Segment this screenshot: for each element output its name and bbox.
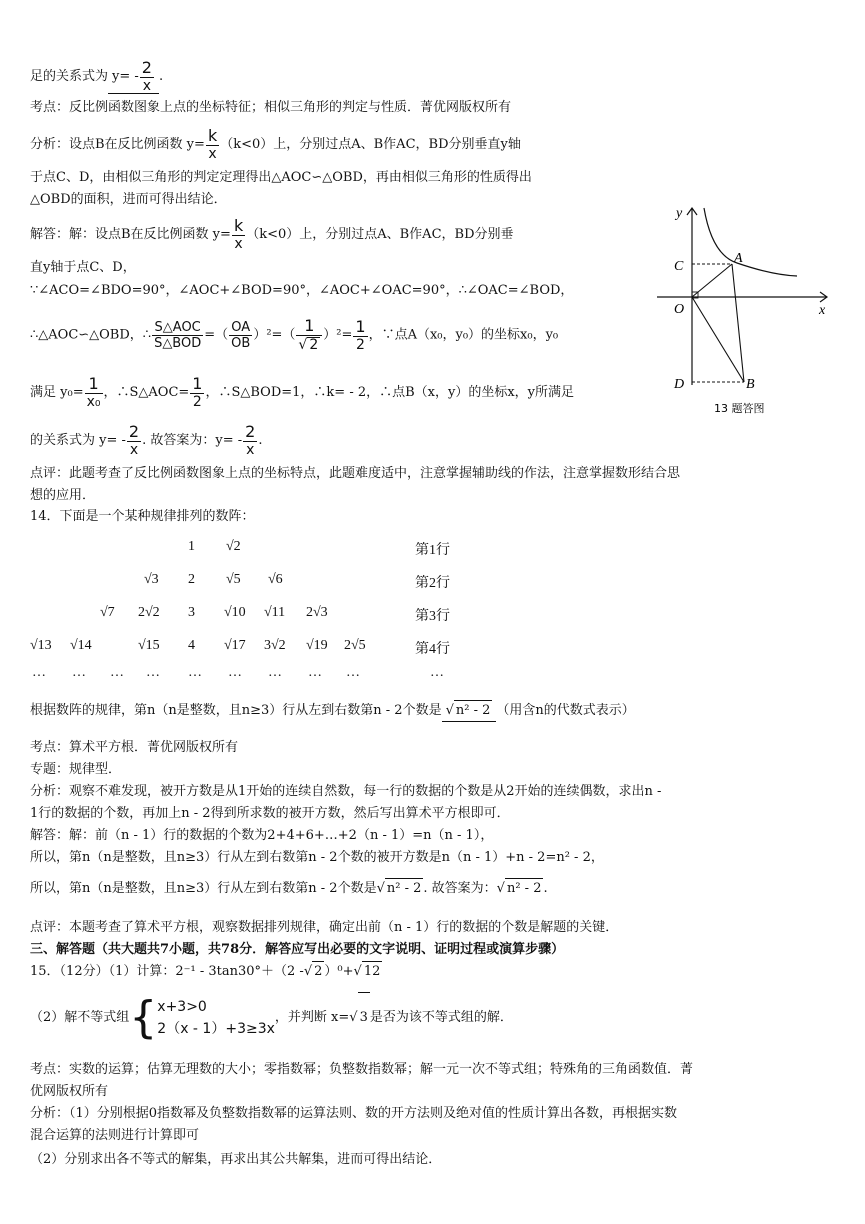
sqrt: √ 2 <box>298 337 319 353</box>
q13-dianping-2: 想的应用． <box>30 488 96 503</box>
label-o: O <box>674 302 685 317</box>
text: . <box>258 433 263 448</box>
text: 满足 y₀= <box>30 385 84 400</box>
matrix-dots: … <box>308 665 322 680</box>
label-d: D <box>674 377 685 392</box>
text: （2）解不等式组 <box>30 1010 130 1025</box>
figure-caption: 13 题答图 <box>714 402 765 415</box>
answer-blank <box>442 700 497 722</box>
fraction-1-2 <box>190 376 204 409</box>
fraction-k-x <box>206 128 219 161</box>
q13-jieda-2: 直y轴于点C、D， <box>30 260 136 275</box>
matrix-cell: √13 <box>30 638 52 653</box>
q13-dianping-1: 点评：此题考查了反比例函数图象上点的坐标特点，此题难度适中，注意掌握辅助线的作法，注意掌握数形结合思 <box>30 466 681 481</box>
radicand: n² - 2 <box>454 700 493 721</box>
matrix-cell: √17 <box>224 638 246 653</box>
text: . 故答案为： <box>423 881 497 896</box>
label-x: x <box>819 303 826 318</box>
radicand: 2 <box>312 961 324 982</box>
text: ）²= <box>323 327 353 343</box>
hyperbola-diagram <box>652 200 837 420</box>
matrix-cell: 2√5 <box>344 638 366 653</box>
sqrt: √ 12 <box>354 961 383 982</box>
matrix-dots: … <box>72 665 86 680</box>
q14-kaodian: 考点：算术平方根．菁优网版权所有 <box>30 740 239 755</box>
numerator: 1 <box>355 316 366 336</box>
text: 的关系式为 y= - <box>30 433 126 448</box>
q14-jieda-2: 所以，第n（n是整数，且n≥3）行从左到右数第n - 2个数的被开方数是n（n - 1）+n - 2=n² - 2， <box>30 850 604 865</box>
text: ）⁰+ <box>324 964 354 979</box>
matrix-dots: … <box>268 665 282 680</box>
q13-jieda-5 <box>30 376 574 409</box>
denominator: x <box>129 442 139 458</box>
radicand: 2 <box>309 337 319 353</box>
text: ）²=（ <box>253 327 296 343</box>
matrix-cell: √11 <box>264 605 286 620</box>
q14-title: 14．下面是一个某种规律排列的数阵： <box>30 509 255 524</box>
q15-fenxi-1: 分析：（1）分别根据0指数幂及负整数指数幂的运算法则、数的开方法则及绝对值的性质计算出各数，再根据实数 <box>30 1106 678 1121</box>
matrix-dots: … <box>430 665 444 680</box>
numerator: S△AOC <box>152 321 203 336</box>
q13-figure <box>652 200 837 424</box>
denominator: x <box>246 442 255 458</box>
q13-jieda-6 <box>30 424 262 457</box>
denominator: x <box>142 78 152 94</box>
fraction-1-x0 <box>85 376 103 409</box>
q13-fenxi-2: 于点C、D，由相似三角形的判定定理得出△AOC∽△OBD，再由相似三角形的性质得出 <box>30 170 532 185</box>
label-b: B <box>746 377 755 392</box>
text: 解答：解：设点B在反比例函数 y= <box>30 227 231 242</box>
q14-fenxi-2: 1行的数据的个数，再加上n - 2得到所求数的被开方数，然后写出算术平方根即可． <box>30 806 510 821</box>
fraction-2-x <box>243 424 257 457</box>
matrix-row-label: 第3行 <box>415 609 450 624</box>
q14-jieda-1: 解答：解：前（n - 1）行的数据的个数为2+4+6+…+2（n - 1）=n（n - 1）， <box>30 828 494 843</box>
matrix-cell: 4 <box>188 638 195 653</box>
text: ，并判断 x= <box>274 1010 350 1025</box>
fraction <box>140 60 154 93</box>
matrix-row-label: 第1行 <box>415 543 450 558</box>
brace: { <box>129 991 158 1043</box>
q13-fenxi-1 <box>30 128 521 161</box>
text: =（ <box>204 327 229 343</box>
matrix-cell: 3 <box>188 605 195 620</box>
matrix-dots: … <box>110 665 124 680</box>
matrix-cell: √3 <box>144 572 159 587</box>
matrix-cell: √7 <box>100 605 115 620</box>
numerator: k <box>207 126 218 145</box>
matrix-cell: 2√3 <box>306 605 328 620</box>
numerator: 2 <box>128 422 140 441</box>
sqrt: √ n² - 2 <box>377 878 424 899</box>
answer-blank <box>108 60 159 94</box>
q14-question <box>30 700 635 722</box>
denominator: x₀ <box>86 394 101 410</box>
section-heading: 三、解答题（共大题共7小题，共78分．解答应写出必要的文字说明、证明过程或演算步骤） <box>30 942 565 957</box>
sqrt: √ n² - 2 <box>497 878 544 899</box>
fraction-1-2 <box>353 316 367 353</box>
q14-fenxi-1: 分析：观察不难发现，被开方数是从1开始的连续自然数，每一行的数据的个数是从2开始的连续偶数，求出n - <box>30 784 662 799</box>
label-a: A <box>734 251 743 266</box>
fraction-1-sqrt2 <box>296 318 322 352</box>
denominator: S△BOD <box>154 335 202 351</box>
text: ，∴S△AOC= <box>103 385 190 400</box>
q13-answer-line <box>30 60 163 94</box>
q13-jieda-1 <box>30 218 514 251</box>
number-matrix <box>30 535 510 690</box>
text: （k<0）上，分别过点A、B作AC，BD分别垂直y轴 <box>220 137 521 152</box>
matrix-cell: 1 <box>188 539 195 554</box>
q13-jieda-3: ∵∠ACO=∠BDO=90°，∠AOC+∠BOD=90°，∠AOC+∠OAC=90°，∴∠OAC=∠BOD， <box>30 283 574 298</box>
numerator: 1 <box>85 376 103 394</box>
radicand: 3 <box>358 992 370 1043</box>
numerator: OA <box>229 321 252 336</box>
fraction-area-ratio <box>152 321 203 350</box>
matrix-dots: … <box>188 665 202 680</box>
sqrt: √ n² - 2 <box>446 700 493 721</box>
text: 所以，第n（n是整数，且n≥3）行从左到右数第n - 2个数是 <box>30 881 377 896</box>
matrix-row-label: 第4行 <box>415 642 450 657</box>
radicand: n² - 2 <box>505 878 544 899</box>
text: y= - <box>112 69 139 84</box>
text: （k<0）上，分别过点A、B作AC，BD分别垂 <box>246 227 514 242</box>
fraction-k-x <box>232 218 245 251</box>
matrix-cell: √15 <box>138 638 160 653</box>
text: （用含n的代数式表示） <box>496 703 635 718</box>
text: . <box>543 881 548 896</box>
numerator: 1 <box>192 374 203 393</box>
hyperbola-curve <box>704 208 797 276</box>
fraction-2-x <box>127 424 141 457</box>
text: . 故答案为：y= - <box>142 433 243 448</box>
q15-kaodian-1: 考点：实数的运算；估算无理数的大小；零指数幂；负整数指数幂；解一元一次不等式组；特殊角的三角函数值．菁 <box>30 1062 694 1077</box>
denominator: OB <box>231 335 251 351</box>
text: 足的关系式为 <box>30 69 109 84</box>
q14-jieda-3 <box>30 878 548 899</box>
text: 分析：设点B在反比例函数 y= <box>30 137 205 152</box>
text: 15．（12分）（1）计算：2⁻¹ - 3tan30°＋（2 - <box>30 964 304 979</box>
q15-part1 <box>30 961 382 982</box>
denominator: x <box>208 146 217 162</box>
denominator <box>296 336 322 352</box>
sqrt: √ 3 <box>349 992 370 1043</box>
q13-fenxi-3: △OBD的面积，进而可得出结论． <box>30 192 227 207</box>
numerator: 2 <box>245 422 256 441</box>
denominator: 2 <box>192 394 202 410</box>
text: . <box>158 69 164 84</box>
q15-fenxi-2: 混合运算的法则进行计算即可 <box>30 1128 200 1143</box>
matrix-cell: √2 <box>226 539 241 554</box>
text: 根据数阵的规律，第n（n是整数，且n≥3）行从左到右数第n - 2个数是 <box>30 703 442 718</box>
inequality-1: x+3>0 <box>157 998 207 1015</box>
q15-fenxi-3: （2）分别求出各不等式的解集，再求出其公共解集，进而可得出结论． <box>30 1152 442 1167</box>
label-y: y <box>676 206 683 221</box>
q15-kaodian-2: 优网版权所有 <box>30 1084 109 1099</box>
text: ∴△AOC∽△OBD，∴ <box>30 327 152 343</box>
matrix-dots: … <box>146 665 160 680</box>
fraction-oa-ob <box>229 321 252 350</box>
numerator: 2 <box>141 58 152 77</box>
matrix-cell: √14 <box>70 638 92 653</box>
matrix-cell: 2 <box>188 572 195 587</box>
q15-part2 <box>30 992 513 1043</box>
matrix-cell: √19 <box>306 638 328 653</box>
q13-jieda-4 <box>30 318 558 352</box>
numerator: 1 <box>296 318 322 336</box>
q14-zhuanti: 专题：规律型． <box>30 762 122 777</box>
inequality-2: 2（x - 1）+3≥3x <box>157 1020 275 1037</box>
matrix-cell: 2√2 <box>138 605 160 620</box>
text: 是否为该不等式组的解． <box>369 1010 513 1025</box>
q13-kaodian: 考点：反比例函数图象上点的坐标特征；相似三角形的判定与性质．菁优网版权所有 <box>30 100 512 115</box>
numerator: k <box>233 216 244 235</box>
matrix-cell: 3√2 <box>264 638 286 653</box>
radicand: n² - 2 <box>385 878 424 899</box>
q14-dianping: 点评：本题考查了算术平方根，观察数据排列规律，确定出前（n - 1）行的数据的个数是解题的关键． <box>30 920 619 935</box>
inequality-system <box>157 996 275 1040</box>
text: ，∴S△BOD=1，∴k= - 2，∴点B（x，y）的坐标x，y所满足 <box>205 385 575 400</box>
label-c: C <box>674 259 684 274</box>
matrix-cell: √5 <box>226 572 241 587</box>
denominator: 2 <box>356 336 365 353</box>
denominator: x <box>234 236 243 252</box>
matrix-dots: … <box>32 665 46 680</box>
matrix-cell: √6 <box>268 572 283 587</box>
radicand: 12 <box>362 961 383 982</box>
sqrt: √ 2 <box>304 961 325 982</box>
matrix-dots: … <box>228 665 242 680</box>
matrix-dots: … <box>346 665 360 680</box>
text: ，∵点A（x₀，y₀）的坐标x₀，y₀ <box>368 327 559 343</box>
matrix-row-label: 第2行 <box>415 576 450 591</box>
matrix-cell: √10 <box>224 605 246 620</box>
